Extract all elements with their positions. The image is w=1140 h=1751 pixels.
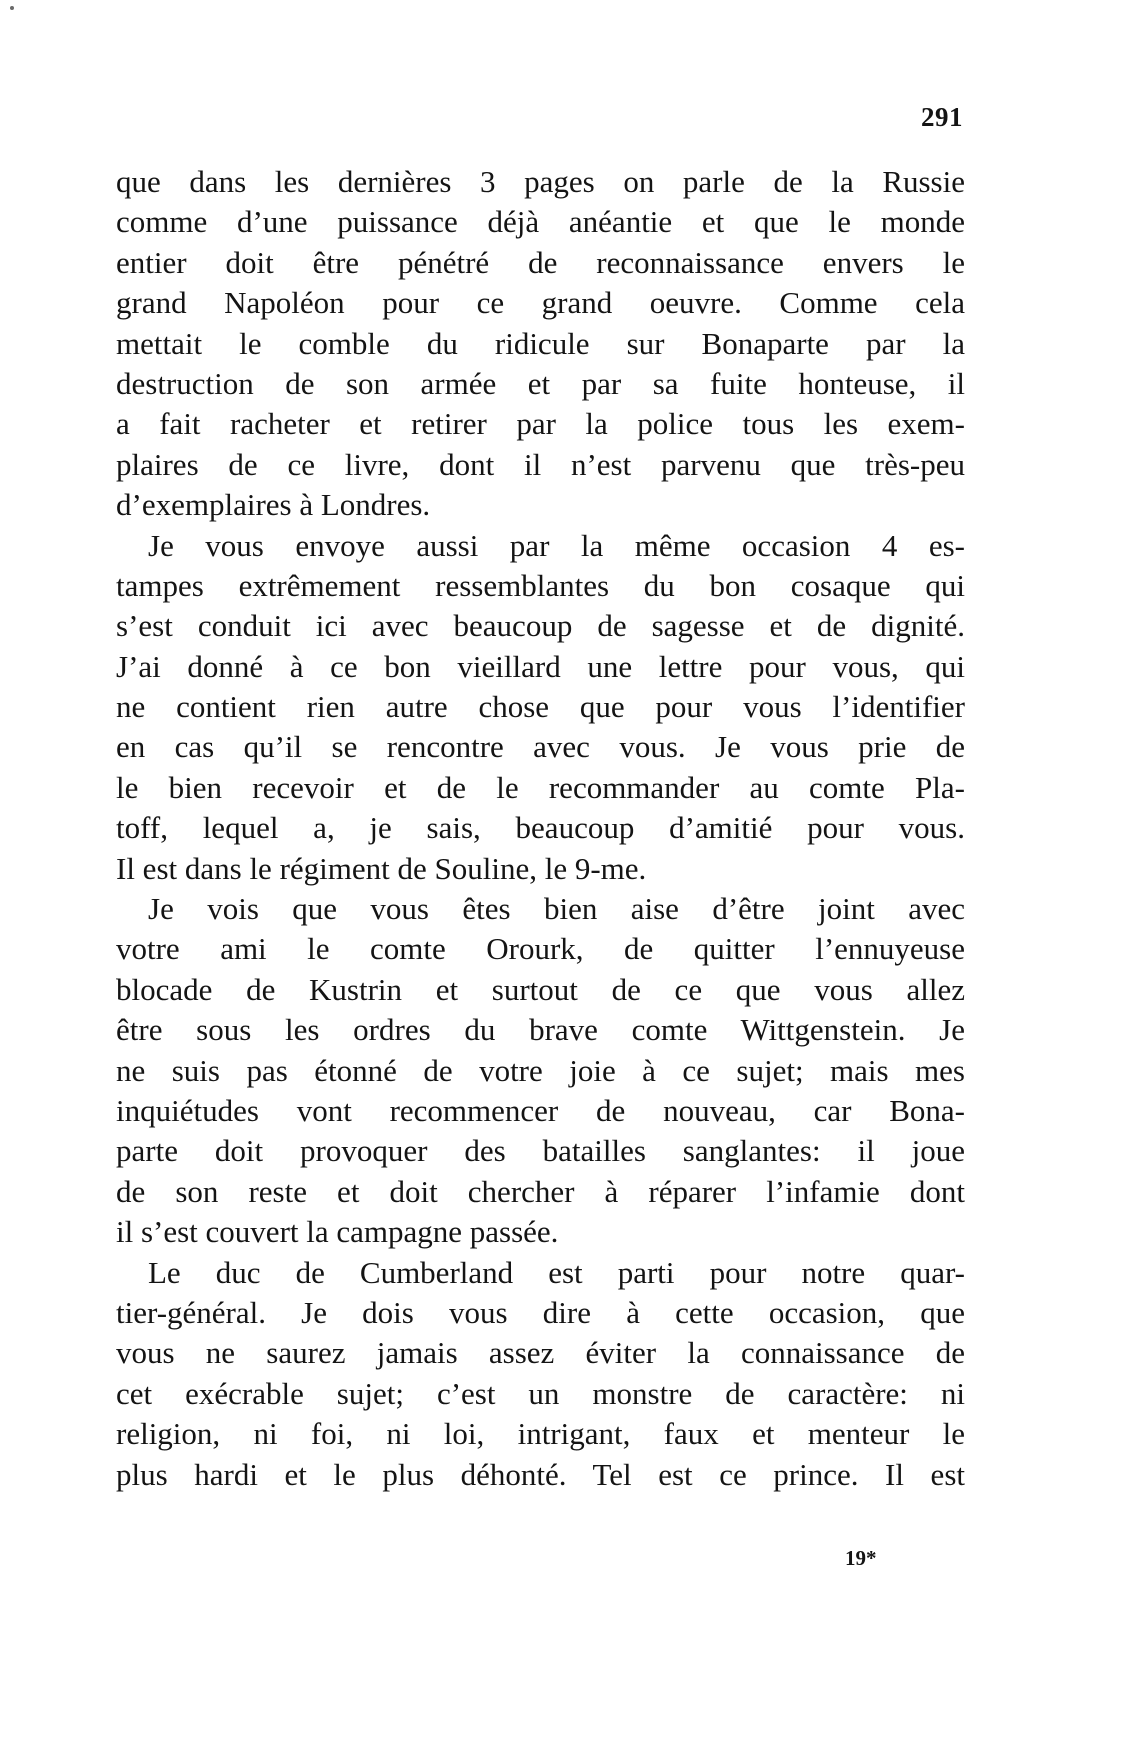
text-line: a fait racheter et retirer par la police tous les exem- (116, 406, 965, 442)
text-line: cet exécrable sujet; c’est un monstre de caractère: ni (116, 1375, 965, 1411)
text-line: comme d’une puissance déjà anéantie et que le monde (116, 204, 965, 240)
text-line: grand Napoléon pour ce grand oeuvre. Comme cela (116, 285, 965, 321)
text-line: que dans les dernières 3 pages on parle de la Russie (116, 164, 965, 199)
text-line: votre ami le comte Orourk, de quitter l’ennuyeuse (116, 931, 965, 967)
text-line: religion, ni foi, ni loi, intrigant, faux et menteur le (116, 1416, 965, 1452)
signature-mark: 19* (845, 1546, 877, 1570)
text-line: parte doit provoquer des batailles sanglantes: il joue (116, 1133, 965, 1169)
text-line: d’exemplaires à Londres. (116, 487, 431, 523)
text-line: destruction de son armée et par sa fuite honteuse, il (116, 365, 965, 401)
text-line: plus hardi et le plus déhonté. Tel est ce prince. Il est (116, 1456, 965, 1492)
text-line: Le duc de Cumberland est parti pour notre quar- (148, 1254, 965, 1290)
text-line: en cas qu’il se rencontre avec vous. Je vous prie de (116, 729, 965, 765)
text-line: plaires de ce livre, dont il n’est parvenu que très-peu (116, 446, 965, 482)
text-line: mettait le comble du ridicule sur Bonaparte par la (116, 325, 965, 361)
text-line: le bien recevoir et de le recommander au comte Pla- (116, 769, 965, 805)
text-line: blocade de Kustrin et surtout de ce que vous allez (116, 971, 965, 1007)
text-line: Je vous envoye aussi par la même occasion 4 es- (148, 527, 965, 563)
text-line: tier-général. Je dois vous dire à cette occasion, que (116, 1294, 965, 1330)
text-line: Il est dans le régiment de Souline, le 9-me. (116, 850, 647, 886)
text-line: entier doit être pénétré de reconnaissance envers le (116, 244, 965, 280)
scan-speck (10, 6, 14, 10)
text-line: tampes extrêmement ressemblantes du bon cosaque qui (116, 567, 965, 603)
text-line: s’est conduit ici avec beaucoup de sagesse et de dignité. (116, 608, 965, 644)
text-line: Je vois que vous êtes bien aise d’être joint avec (148, 891, 965, 927)
text-line: de son reste et doit chercher à réparer l’infamie dont (116, 1173, 965, 1209)
text-line: vous ne saurez jamais assez éviter la connaissance de (116, 1335, 965, 1371)
page-number: 291 (921, 102, 963, 132)
text-line: inquiétudes vont recommencer de nouveau, car Bona- (116, 1092, 965, 1128)
text-line: toff, lequel a, je sais, beaucoup d’amitié pour vous. (116, 810, 965, 846)
text-line: J’ai donné à ce bon vieillard une lettre pour vous, qui (116, 648, 965, 684)
text-line: ne contient rien autre chose que pour vous l’identifier (116, 689, 965, 725)
text-line: il s’est couvert la campagne passée. (116, 1214, 559, 1250)
text-line: ne suis pas étonné de votre joie à ce sujet; mais mes (116, 1052, 965, 1088)
text-line: être sous les ordres du brave comte Wittgenstein. Je (116, 1012, 965, 1048)
body-text (116, 162, 965, 1495)
